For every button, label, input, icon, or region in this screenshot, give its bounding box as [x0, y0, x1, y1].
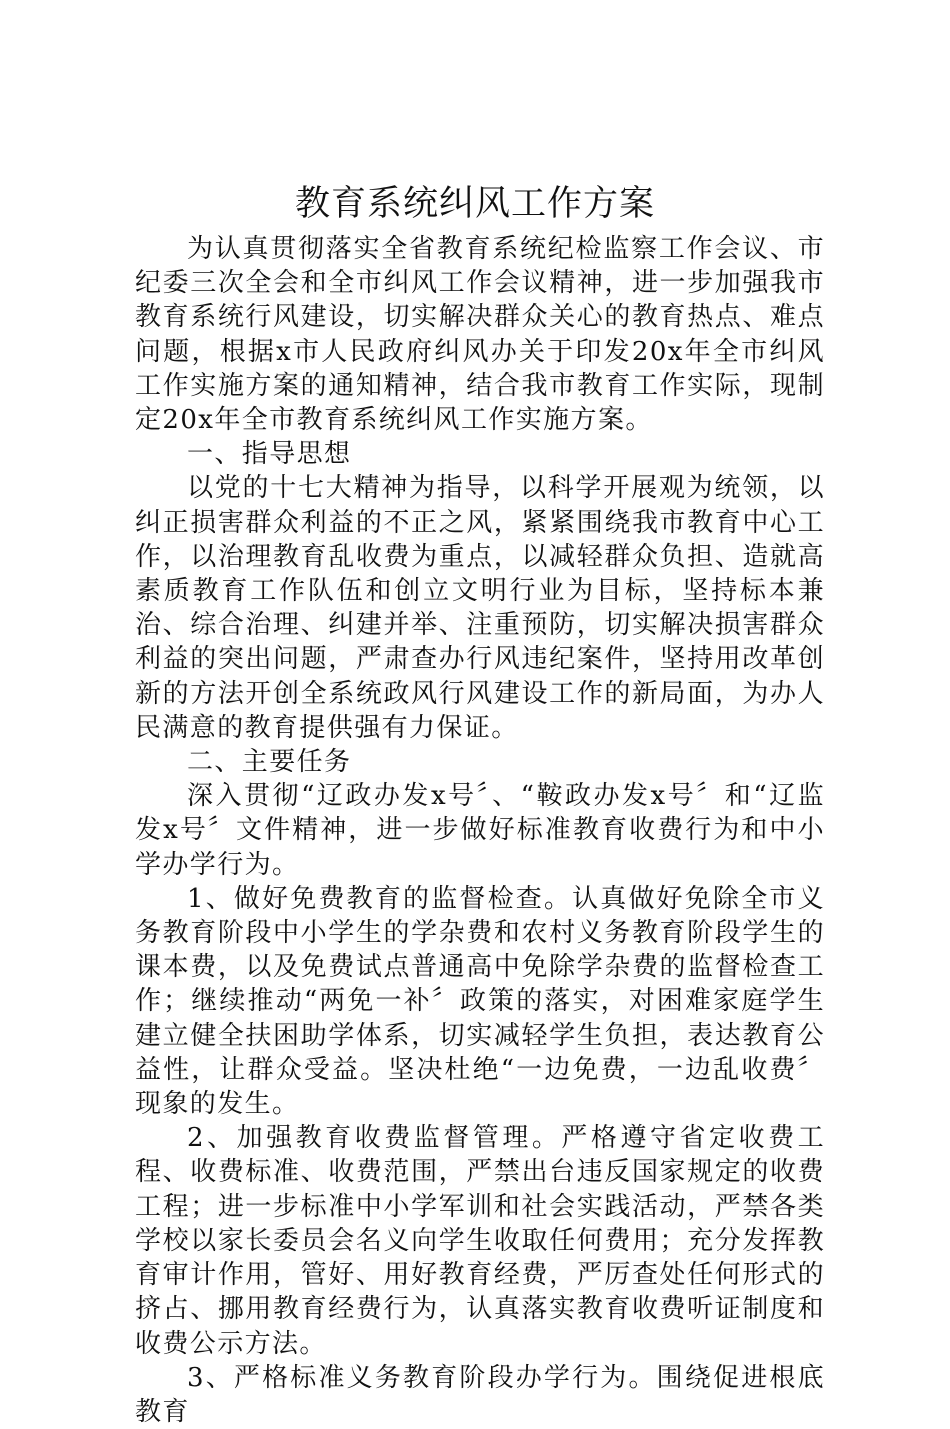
task-2-paragraph: 2、加强教育收费监督管理。严格遵守省定收费工程、收费标准、收费范围，严禁出台违反国家规定的收费工程；进一步标准中小学军训和社会实践活动，严禁各类学校以家长委员会名义向学生收取任何费用；充分发挥教育审计作用，管好、用好教育经费，严厉查处任何形式的挤占、挪用教育经费行为，认真落实教育收费听证制度和收费公示方法。 — [135, 1123, 825, 1359]
task-3-paragraph: 3、严格标准义务教育阶段办学行为。围绕促进根底教育 — [135, 1362, 825, 1427]
guiding-ideology-paragraph: 以党的十七大精神为指导，以科学开展观为统领，以纠正损害群众利益的不正之风，紧紧围绕我市教育中心工作，以治理教育乱收费为重点，以减轻群众负担、造就高素质教育工作队伍和创立文明行业为目标，坚持标本兼治、综合治理、纠建并举、注重预防，切实解决损害群众利益的突出问题，严肃查办行风违纪案件，坚持用改革创新的方法开创全系统政风行风建设工作的新局面，为办人民满意的教育提供强有力保证。 — [135, 473, 825, 743]
document-title: 教育系统纠风工作方案 — [294, 184, 655, 224]
main-tasks-intro-paragraph: 深入贯彻“辽政办发x号〞、“鞍政办发x号〞和“辽监发x号〞文件精神，进一步做好标准教育收费行为和中小学办学行为。 — [135, 781, 825, 880]
section-heading-main-tasks: 二、主要任务 — [187, 747, 352, 778]
task-1-paragraph: 1、做好免费教育的监督检查。认真做好免除全市义务教育阶段中小学生的学杂费和农村义务教育阶段学生的课本费，以及免费试点普通高中免除学杂费的监督检查工作；继续推动“两免一补〞政策的落实，对困难家庭学生建立健全扶困助学体系，切实减轻学生负担，表达教育公益性，让群众受益。坚决杜绝“一边免费，一边乱收费〞现象的发生。 — [135, 883, 825, 1120]
document-body — [135, 232, 825, 1429]
section-heading-guiding-ideology: 一、指导思想 — [187, 439, 352, 470]
intro-paragraph: 为认真贯彻落实全省教育系统纪检监察工作会议、市纪委三次全会和全市纠风工作会议精神，进一步加强我市教育系统行风建设，切实解决群众关心的教育热点、难点问题，根据x市人民政府纠风办关于印发20x年全市纠风工作实施方案的通知精神，结合我市教育工作实际，现制定20x年全市教育系统纠风工作实施方案。 — [135, 234, 825, 436]
